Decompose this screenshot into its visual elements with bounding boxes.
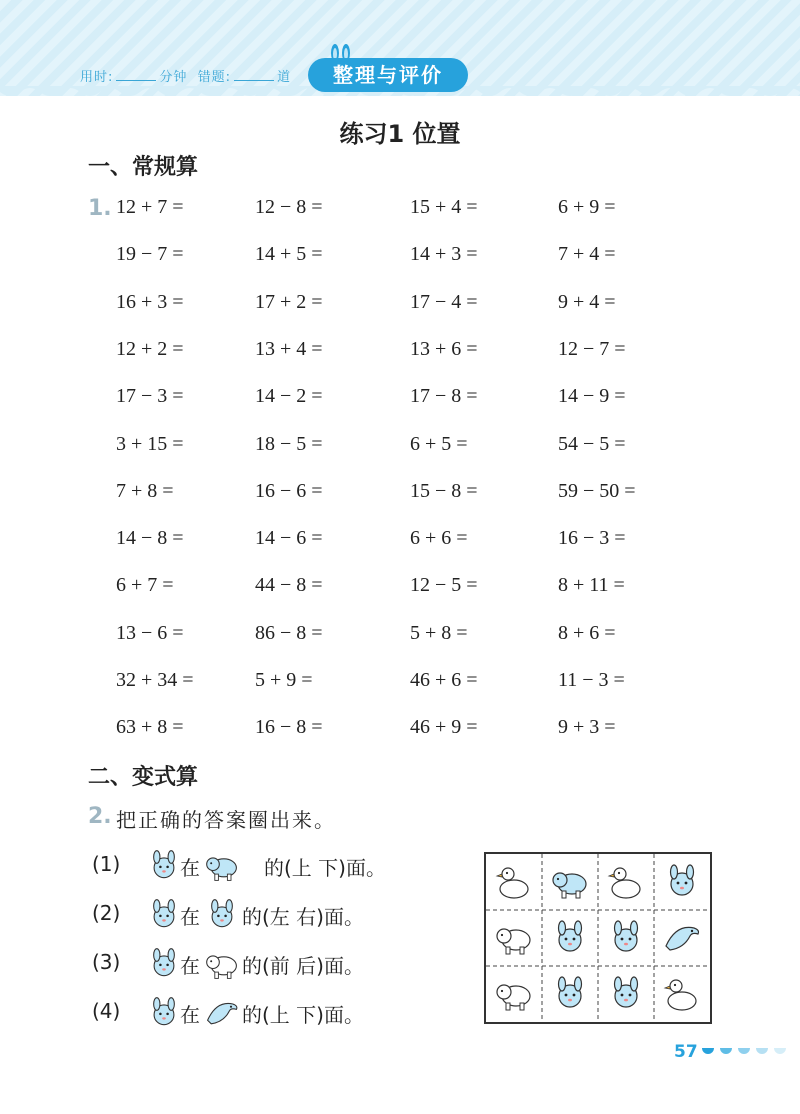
equation-r9-c2: 44 − 8 = (255, 574, 323, 597)
goose-icon (494, 862, 534, 902)
equation-r12-c3: 46 + 9 = (410, 716, 478, 739)
elephant-icon (204, 848, 240, 884)
equation-r5-c4: 14 − 9 = (558, 385, 626, 408)
answer-choices[interactable]: 的(左 右)面。 (242, 905, 364, 929)
question-index: (4) (92, 999, 121, 1023)
equation-r11-c3: 46 + 6 = (410, 669, 478, 691)
word-zai: 在 (180, 1003, 200, 1027)
section-heading-1: 一、常规算 (88, 155, 199, 180)
grid-cell-r2-c3 (606, 918, 646, 962)
grid-cell-r3-c2 (550, 974, 590, 1018)
equation-r1-c4: 6 + 9 = (558, 196, 616, 218)
equation-r4-c2: 13 + 4 = (255, 337, 323, 360)
grid-cell-r2-c1 (494, 918, 534, 962)
errors-blank[interactable] (234, 70, 274, 81)
dolphin-icon (204, 995, 240, 1031)
puppy-icon (662, 862, 702, 902)
equation-r6-c4: 54 − 5 = (558, 432, 626, 455)
equation-r6-c3: 6 + 5 = (410, 432, 468, 455)
time-blank[interactable] (116, 70, 156, 81)
equation-r2-c3: 14 + 3 = (410, 243, 478, 266)
deer-icon (146, 848, 182, 884)
word-zai: 在 (180, 856, 200, 880)
equation-r7-c1: 7 + 8 = (116, 479, 174, 502)
equation-r9-c1: 6 + 7 = (116, 574, 174, 597)
section-badge: 整理与评价 (308, 58, 468, 92)
equation-r3-c2: 17 + 2 = (255, 290, 323, 313)
grid-cell-r1-c2 (550, 862, 590, 906)
word-zai: 在 (180, 905, 200, 929)
grid-cell-r3-c4 (662, 974, 702, 1018)
equation-r11-c1: 32 + 34 = (116, 669, 194, 691)
answer-choices[interactable]: 的(前 后)面。 (242, 954, 364, 978)
time-label: 用时: (80, 70, 114, 85)
rabbit-icon (146, 897, 182, 933)
equation-r7-c2: 16 − 6 = (255, 479, 323, 502)
page-decoration-dots (700, 1046, 790, 1058)
monkey-icon (606, 974, 646, 1014)
section-heading-2: 二、变式算 (88, 765, 199, 790)
answer-choices[interactable]: 的(上 下)面。 (264, 856, 386, 880)
equation-r3-c4: 9 + 4 = (558, 290, 616, 313)
grid-cell-r2-c4 (662, 918, 702, 962)
equation-r5-c3: 17 − 8 = (410, 385, 478, 408)
equation-r2-c2: 14 + 5 = (255, 243, 323, 266)
grid-cell-r2-c2 (550, 918, 590, 962)
equation-r12-c2: 16 − 8 = (255, 716, 323, 739)
answer-choices[interactable]: 的(上 下)面。 (242, 1003, 364, 1027)
errors-unit: 道 (277, 70, 292, 85)
page-title: 练习1 位置 (339, 120, 461, 148)
equation-r10-c3: 5 + 8 = (410, 621, 468, 644)
equation-r8-c2: 14 − 6 = (255, 527, 323, 550)
equation-r12-c1: 63 + 8 = (116, 716, 184, 739)
question-number-2: 2. (88, 804, 112, 829)
chick-icon (662, 974, 702, 1014)
parrot-icon (606, 862, 646, 902)
grid-cell-r1-c1 (494, 862, 534, 906)
equation-r4-c1: 12 + 2 = (116, 337, 184, 360)
grid-cell-r1-c4 (662, 862, 702, 906)
equation-r9-c4: 8 + 11 = (558, 574, 625, 597)
cow-icon (494, 918, 534, 958)
sheep-icon (204, 946, 240, 982)
puppy-icon (146, 995, 182, 1031)
equation-r4-c4: 12 − 7 = (558, 337, 626, 360)
equation-r3-c3: 17 − 4 = (410, 290, 478, 313)
equation-r7-c3: 15 − 8 = (410, 479, 478, 502)
equation-r5-c2: 14 − 2 = (255, 385, 323, 408)
errors-label: 错题: (197, 70, 232, 85)
equation-r8-c3: 6 + 6 = (410, 527, 468, 550)
equation-r1-c3: 15 + 4 = (410, 196, 478, 218)
equation-r5-c1: 17 − 3 = (116, 385, 184, 408)
equation-r10-c1: 13 − 6 = (116, 621, 184, 644)
animal-position-grid (484, 852, 712, 1024)
squirrel-icon (550, 974, 590, 1014)
equation-r3-c1: 16 + 3 = (116, 290, 184, 313)
grid-cell-r1-c3 (606, 862, 646, 906)
equation-r8-c4: 16 − 3 = (558, 527, 626, 550)
equation-r11-c2: 5 + 9 = (255, 669, 313, 691)
equation-r2-c4: 7 + 4 = (558, 243, 616, 266)
sheep-icon (494, 974, 534, 1014)
elephant-icon (550, 862, 590, 902)
time-unit: 分钟 (159, 70, 188, 85)
equation-r12-c4: 9 + 3 = (558, 716, 616, 739)
equation-r4-c3: 13 + 6 = (410, 337, 478, 360)
question-number-1: 1. (88, 196, 112, 221)
question-index: (3) (92, 950, 121, 974)
question-index: (1) (92, 852, 121, 876)
grid-cell-r3-c3 (606, 974, 646, 1018)
question-index: (2) (92, 901, 121, 925)
equation-r1-c2: 12 − 8 = (255, 196, 323, 218)
equation-r8-c1: 14 − 8 = (116, 527, 184, 550)
equation-r6-c2: 18 − 5 = (255, 432, 323, 455)
deer-icon (204, 897, 240, 933)
equation-r7-c4: 59 − 50 = (558, 479, 636, 502)
grid-cell-r3-c1 (494, 974, 534, 1018)
equation-r6-c1: 3 + 15 = (116, 432, 184, 455)
page-number: 57 (674, 1042, 698, 1062)
word-zai: 在 (180, 954, 200, 978)
squirrel-icon (146, 946, 182, 982)
time-errors-line (80, 66, 291, 85)
equation-r10-c4: 8 + 6 = (558, 621, 616, 644)
dolphin-icon (662, 918, 702, 958)
deer-icon (550, 918, 590, 958)
equation-r2-c1: 19 − 7 = (116, 243, 184, 266)
equation-r10-c2: 86 − 8 = (255, 621, 323, 644)
rabbit-icon (606, 918, 646, 958)
equation-r9-c3: 12 − 5 = (410, 574, 478, 597)
instruction-text: 把正确的答案圈出来。 (116, 808, 336, 832)
equation-r11-c4: 11 − 3 = (558, 669, 625, 691)
equation-r1-c1: 12 + 7 = (116, 196, 184, 218)
